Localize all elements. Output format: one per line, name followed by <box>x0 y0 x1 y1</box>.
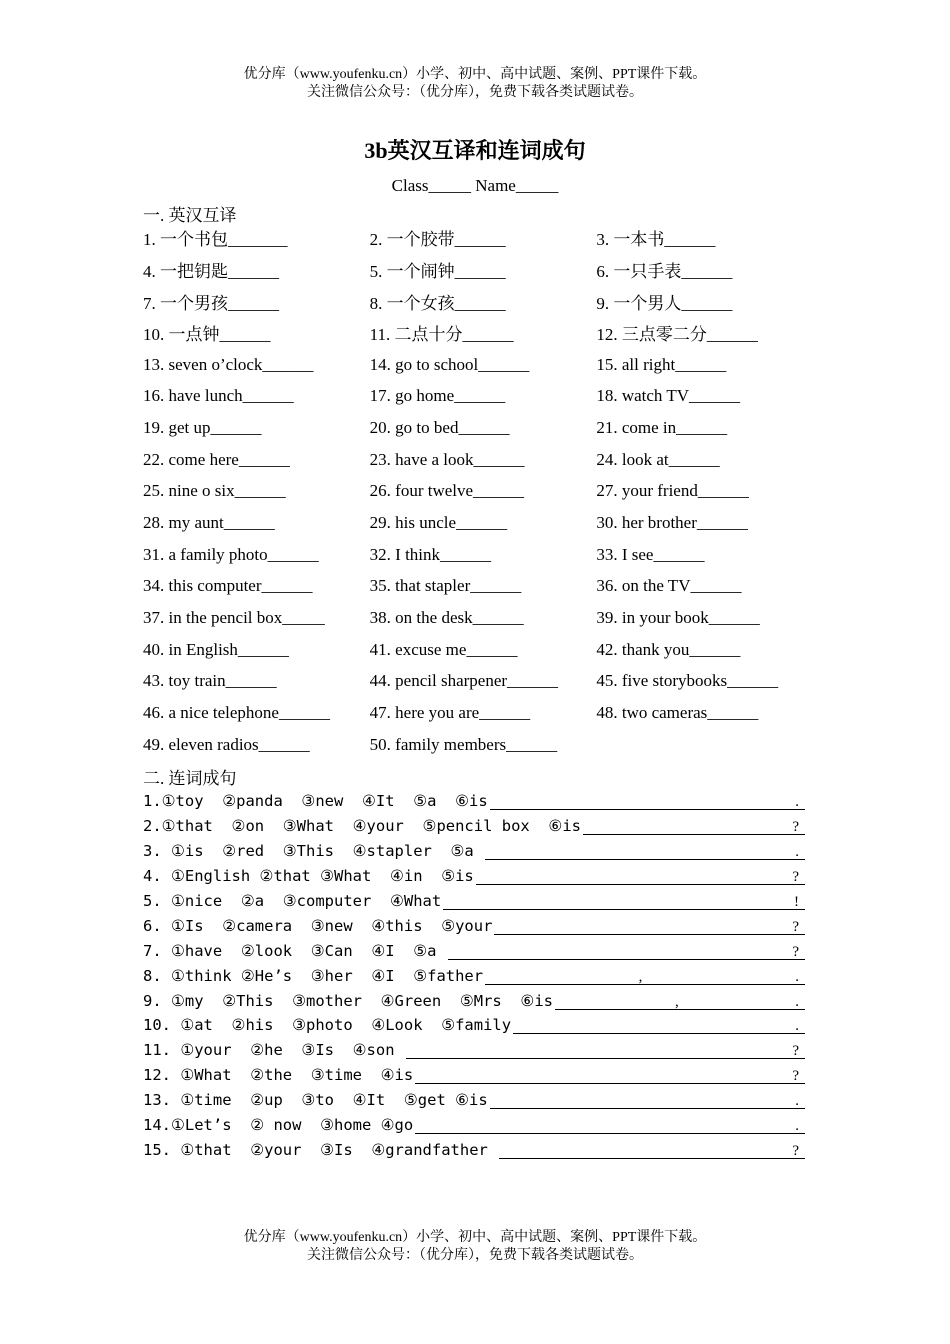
sentence-words: 6. ①Is ②camera ③new ④this ⑤your <box>143 916 493 935</box>
answer-punctuation: ? <box>792 1142 799 1159</box>
translation-item: 49. eleven radios______ <box>143 734 310 754</box>
translation-item: 39. in your book______ <box>596 608 760 628</box>
sentence-item <box>143 1088 813 1113</box>
translation-row <box>143 539 823 571</box>
translation-item: 14. go to school______ <box>369 354 530 374</box>
footer-line-1: 优分库（www.youfenku.cn）小学、初中、高中试题、案例、PPT课件下载。 <box>243 1230 707 1245</box>
answer-blank <box>476 867 805 885</box>
answer-punctuation: ? <box>792 1043 799 1060</box>
translation-item: 20. go to bed______ <box>369 417 510 437</box>
translation-row <box>143 602 823 634</box>
answer-punctuation: ? <box>792 943 799 960</box>
translation-item: 6. 一只手表______ <box>596 262 733 282</box>
translation-row <box>143 285 823 317</box>
sentence-item <box>143 889 813 914</box>
translation-item: 18. watch TV______ <box>596 386 741 406</box>
translation-item: 32. I think______ <box>369 544 492 564</box>
sentence-words: 10. ①at ②his ③photo ④Look ⑤family <box>143 1016 512 1035</box>
translation-item: 38. on the desk______ <box>369 608 524 628</box>
translation-row <box>143 476 823 508</box>
translation-row <box>143 412 823 444</box>
sentence-item <box>143 1038 813 1063</box>
answer-punctuation: . <box>795 794 799 811</box>
translation-item: 24. look at______ <box>596 449 720 469</box>
translation-row <box>143 444 823 476</box>
translation-item: 47. here you are______ <box>369 703 531 723</box>
translation-item: 31. a family photo______ <box>143 544 319 564</box>
translation-row <box>143 317 823 349</box>
translation-item: 16. have lunch______ <box>143 386 294 406</box>
translation-item: 10. 一点钟______ <box>143 325 271 345</box>
translation-item: 2. 一个胶带______ <box>369 230 506 250</box>
sentence-words: 3. ①is ②red ③This ④stapler ⑤a <box>143 842 484 861</box>
translation-row <box>143 634 823 666</box>
sentence-item <box>143 839 813 864</box>
translation-row <box>143 666 823 698</box>
translation-row <box>143 507 823 539</box>
sentence-item <box>143 814 813 839</box>
section-1-heading: 一. 英汉互译 <box>143 206 237 225</box>
translation-item: 33. I see______ <box>596 544 705 564</box>
sentence-words: 2.①that ②on ③What ④your ⑤pencil box ⑥is <box>143 817 581 836</box>
translation-item: 9. 一个男人______ <box>596 293 733 313</box>
translation-item: 7. 一个男孩______ <box>143 293 279 313</box>
sentence-words: 13. ①time ②up ③to ④It ⑤get ⑥is <box>143 1091 488 1110</box>
translation-row <box>143 222 823 254</box>
translation-row <box>143 571 823 603</box>
translation-item: 13. seven o’clock______ <box>143 354 314 374</box>
page-title: 3b英汉互译和连词成句 <box>364 138 586 163</box>
answer-blank <box>485 842 805 860</box>
footer-line-2: 关注微信公众号：（优分库），免费下载各类试题试卷。 <box>307 1248 643 1263</box>
answer-punctuation: . <box>795 1118 799 1135</box>
page-header <box>0 66 950 102</box>
page-footer <box>0 1229 950 1265</box>
translation-item: 41. excuse me______ <box>369 639 518 659</box>
translation-item: 19. get up______ <box>143 417 262 437</box>
sentence-words: 4. ①English ②that ③What ④in ⑤is <box>143 867 474 886</box>
answer-punctuation: . <box>795 1093 799 1110</box>
translation-row <box>143 254 823 286</box>
header-line-2: 关注微信公众号：（优分库），免费下载各类试题试卷。 <box>307 85 643 100</box>
translation-item: 42. thank you______ <box>596 639 741 659</box>
translation-row <box>143 729 823 761</box>
translation-item: 37. in the pencil box_____ <box>143 608 325 628</box>
translation-item: 3. 一本书______ <box>596 230 716 250</box>
answer-comma: , <box>675 993 679 1010</box>
answer-punctuation: ? <box>792 819 799 836</box>
answer-blank <box>443 892 805 910</box>
answer-blank <box>490 1091 805 1109</box>
translation-item: 35. that stapler______ <box>369 576 522 596</box>
translation-item: 8. 一个女孩______ <box>369 293 506 313</box>
translation-item: 17. go home______ <box>369 386 506 406</box>
answer-blank <box>513 1016 805 1034</box>
translation-item: 43. toy train______ <box>143 671 277 691</box>
answer-blank <box>448 942 805 960</box>
sentence-words: 1.①toy ②panda ③new ④It ⑤a ⑥is <box>143 792 488 811</box>
answer-blank <box>494 917 805 935</box>
section-2-heading: 二. 连词成句 <box>143 769 237 788</box>
answer-blank <box>555 992 805 1010</box>
sentence-words: 5. ①nice ②a ③computer ④What <box>143 892 442 910</box>
translation-item: 40. in English______ <box>143 639 289 659</box>
translation-item: 11. 二点十分______ <box>369 325 514 345</box>
translation-item: 30. her brother______ <box>596 513 748 533</box>
sentence-item <box>143 988 813 1013</box>
translation-row <box>143 380 823 412</box>
translation-item: 15. all right______ <box>596 354 727 374</box>
sentence-words: 12. ①What ②the ③time ④is <box>143 1066 414 1085</box>
translation-list <box>143 222 823 761</box>
translation-item: 4. 一把钥匙______ <box>143 262 279 282</box>
translation-item: 5. 一个闹钟______ <box>369 262 506 282</box>
answer-punctuation: . <box>795 844 799 861</box>
sentence-item <box>143 1013 813 1038</box>
translation-item: 34. this computer______ <box>143 576 313 596</box>
sentence-list <box>143 789 813 1162</box>
sentence-words: 7. ①have ②look ③Can ④I ⑤a <box>143 941 446 960</box>
sentence-item <box>143 913 813 938</box>
sentence-words: 15. ①that ②your ③Is ④grandfather <box>143 1140 498 1159</box>
answer-blank <box>490 792 805 810</box>
answer-punctuation: ? <box>792 1068 799 1085</box>
translation-item: 1. 一个书包_______ <box>143 230 288 250</box>
sentence-words: 8. ①think ②He’s ③her ④I ⑤father <box>143 966 484 985</box>
translation-row <box>143 349 823 381</box>
translation-item: 12. 三点零二分______ <box>596 325 758 345</box>
answer-punctuation: . <box>795 1018 799 1035</box>
translation-item: 44. pencil sharpener______ <box>369 671 559 691</box>
translation-item: 46. a nice telephone______ <box>143 703 330 723</box>
answer-punctuation: . <box>795 993 799 1010</box>
sentence-item <box>143 864 813 889</box>
translation-item: 23. have a look______ <box>369 449 525 469</box>
answer-blank <box>415 1116 805 1134</box>
answer-blank <box>406 1041 805 1059</box>
sentence-item <box>143 1063 813 1088</box>
answer-punctuation: ? <box>792 869 799 886</box>
answer-comma: , <box>638 968 643 985</box>
answer-punctuation: ! <box>794 894 799 910</box>
translation-item: 36. on the TV______ <box>596 576 742 596</box>
translation-item: 29. his uncle______ <box>369 513 508 533</box>
sentence-item <box>143 1113 813 1138</box>
sentence-words: 14.①Let’s ② now ③home ④go <box>143 1116 414 1135</box>
answer-blank <box>415 1066 805 1084</box>
answer-blank <box>499 1141 805 1159</box>
sentence-words: 11. ①your ②he ③Is ④son <box>143 1041 404 1060</box>
answer-punctuation: . <box>795 968 799 985</box>
translation-item: 45. five storybooks______ <box>596 671 779 691</box>
answer-blank <box>583 817 805 835</box>
sentence-item <box>143 938 813 963</box>
answer-punctuation: ? <box>792 918 799 935</box>
translation-row <box>143 697 823 729</box>
translation-item: 50. family members______ <box>369 734 558 754</box>
translation-item: 22. come here______ <box>143 449 290 469</box>
sentence-item <box>143 963 813 988</box>
translation-item: 28. my aunt______ <box>143 513 275 533</box>
translation-item: 25. nine o six______ <box>143 481 286 501</box>
header-line-1: 优分库（www.youfenku.cn）小学、初中、高中试题、案例、PPT课件下载。 <box>243 67 707 82</box>
answer-blank <box>485 967 805 985</box>
translation-item: 26. four twelve______ <box>369 481 525 501</box>
translation-item: 21. come in______ <box>596 417 728 437</box>
class-name-line: Class_____ Name_____ <box>391 176 559 195</box>
translation-item: 27. your friend______ <box>596 481 749 501</box>
sentence-item <box>143 1137 813 1162</box>
sentence-words: 9. ①my ②This ③mother ④Green ⑤Mrs ⑥is <box>143 991 553 1010</box>
translation-item: 48. two cameras______ <box>596 703 759 723</box>
sentence-item <box>143 789 813 814</box>
